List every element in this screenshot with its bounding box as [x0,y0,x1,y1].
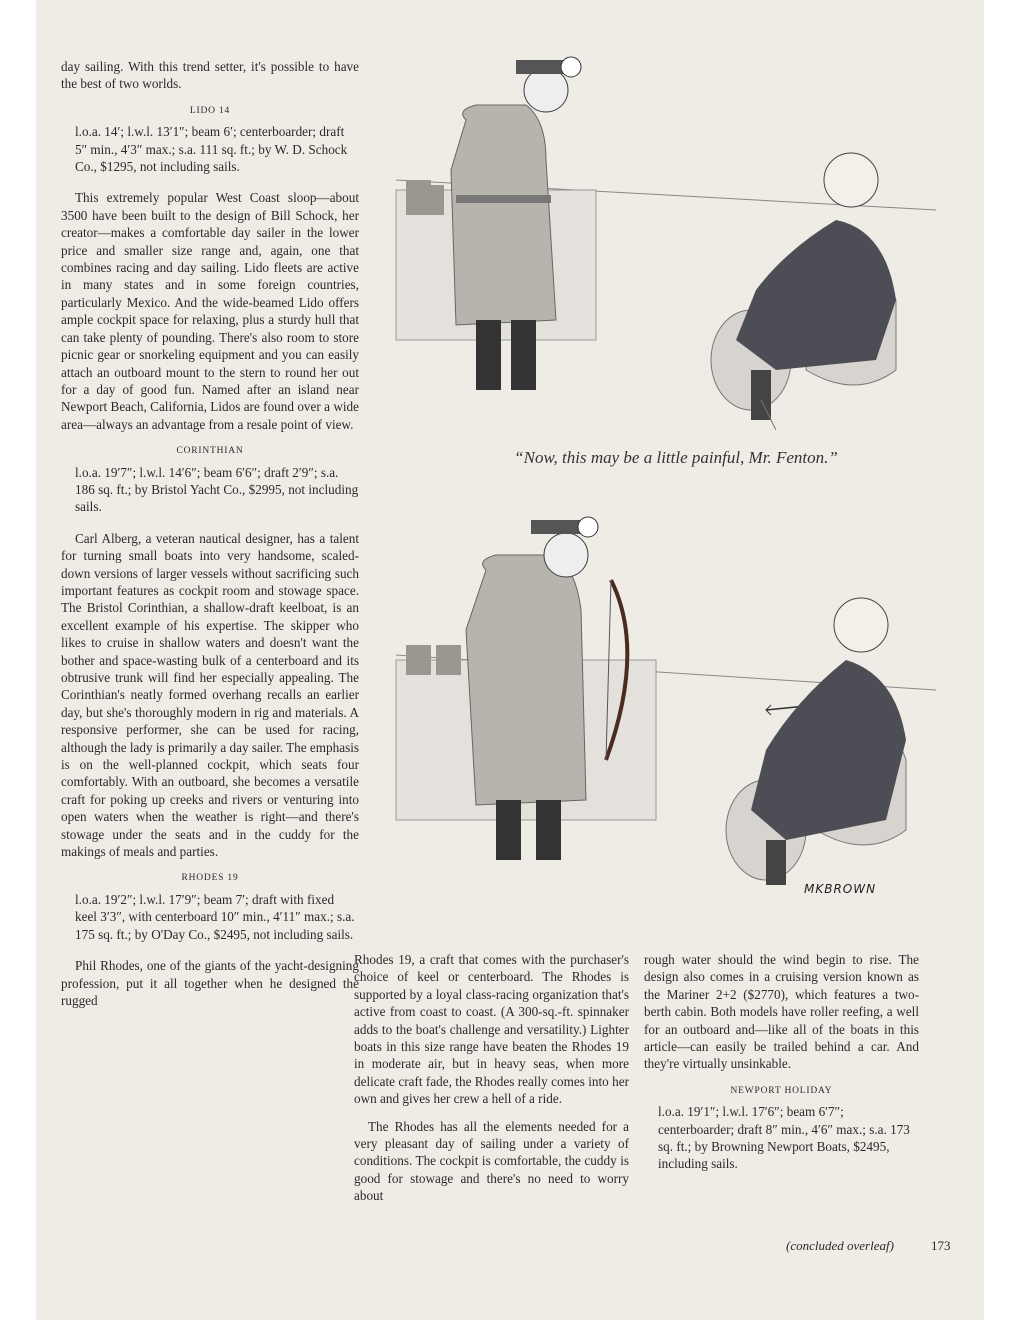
spec-rhodes: l.o.a. 19′2″; l.w.l. 17′9″; beam 7′; draft with fixed keel 3′3″, with centerboard 10″ min., 4′11″ max.; s.a. 175 sq. ft.; by O'Day Co., $2495, not including sails. [75,891,355,942]
paragraph: day sailing. With this trend setter, it's possible to have the best of two worlds. [61,59,359,92]
paragraph: rough water should the wind begin to rise. The design also comes in a cruising version known as the Mariner 2+2 ($2770), which features a two-berth cabin. Both models have roller reefing, a well for an outboard and—like all of the boats in this article—can easily be trailed behind a car. And they're virtually unsinkable. [644,952,919,1072]
paragraph: Phil Rhodes, one of the giants of the yacht-designing profession, put it all together when he designed the rugged [61,958,359,1008]
spec-newport: l.o.a. 19′1″; l.w.l. 17′6″; beam 6′7″; centerboarder; draft 8″ min., 4′6″ max.; s.a. 173 sq. ft.; by Browning Newport Boats, $2495, including sails. [658,1104,910,1172]
paragraph: Rhodes 19, a craft that comes with the purchaser's choice of keel or centerboard. The Rhodes is supported by a loyal class-racing organization that's active from coast to coast. (A 300-sq.-ft. spinnaker adds to the boat's challenge and versatility.) Lighter boats in this size range have beaten the Rhodes 19 in moderate air, but in heavy seas, when more delicate craft fade, the Rhodes really comes into her own and gives her crew a hell of a ride. [354,952,629,1107]
cartoon-doctor-patient-1 [356,40,936,435]
artist-signature: MKBROWN [804,882,877,896]
paragraph: The Rhodes has all the elements needed for a very pleasant day of sailing under a variety of conditions. The cockpit is comfortable, the cuddy is good for stowage and there's no need to worry about [354,1118,629,1204]
continuation-note: (concluded overleaf) [786,1238,894,1253]
page-number: 173 [931,1238,951,1253]
spec-heading-corinthian: CORINTHIAN [176,446,244,457]
text-column-middle [354,951,629,1215]
paragraph: This extremely popular West Coast sloop—about 3500 have been built to the design of Bill Schock, her creator—makes a comfortable day sailer in the lower price and smaller size range and, again, one that combines racing and day sailing. Lido fleets are active in many states and in some foreign countries, particularly Mexico. And the wide-beamed Lido offers ample cockpit space for relaxing, plus a sturdy hull that can take plenty of pounding. There's also room to store picnic gear or snorkeling equipment and you can easily attach an outboard mount to the stern to round her out for a day of good fun. Named after an island near Newport Beach, California, Lidos are found over a wide area—always an advantage from a resale point of view. [61,190,359,432]
text-column-left [61,58,359,1019]
text-column-right [644,951,919,1187]
magazine-page [36,0,984,1320]
paragraph: Carl Alberg, a veteran nautical designer, has a talent for turning small boats into very handsome, scaled-down versions of larger vessels without sacrificing such important features as cockpit room and stowage space. The Bristol Corinthian, a shallow-draft keelboat, is an excellent example of his expertise. The skipper who likes to cruise in shallow waters and doesn't want the bother and space-wasting bulk of a centerboard and its obtrusive trunk will find her especially appealing. The Corinthian's neatly formed overhang recalls an earlier day, but she's thoroughly modern in rig and materials. A responsive performer, she can be used for racing, although the lady is primarily a day sailer. The emphasis is on the well-planned cockpit, which seats four comfortably. With an outboard, she becomes a versatile craft for poking up creeks and rivers or venturing into open waters when the weather is right—and there's stowage under the seats and in the cuddy for the makings of meals and parties. [61,530,359,860]
spec-lido: l.o.a. 14′; l.w.l. 13′1″; beam 6′; centerboarder; draft 5″ min., 4′3″ max.; s.a. 111 sq. ft.; by W. D. Schock Co., $1295, not including sails. [75,124,348,175]
spec-corinthian: l.o.a. 19′7″; l.w.l. 14′6″; beam 6′6″; draft 2′9″; s.a. 186 sq. ft.; by Bristol Yacht Co., $2995, not including sails. [75,464,359,515]
cartoon-caption: “Now, this may be a little painful, Mr. Fenton.” [514,448,838,467]
spec-heading-rhodes: RHODES 19 [181,873,239,884]
cartoon-doctor-patient-2 [356,500,936,900]
spec-heading-lido: LIDO 14 [189,105,231,116]
spec-heading-newport: NEWPORT HOLIDAY [730,1085,833,1096]
